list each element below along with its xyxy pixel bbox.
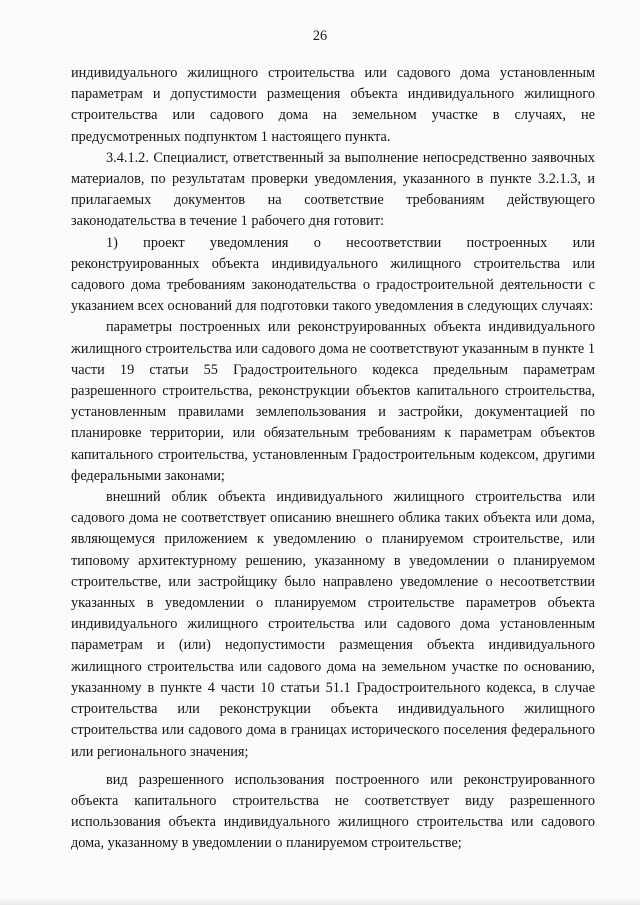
scan-bottom-edge <box>0 899 640 905</box>
document-body <box>71 63 595 855</box>
page-number: 26 <box>312 28 328 44</box>
paragraph-usage-case: вид разрешенного использования построенного или реконструированного объекта капитального строительства не соответствует виду разрешенного использования объекта индивидуального жилищного строительства или садового дома, указанному в уведомлении о планируемом строительстве; <box>71 771 595 852</box>
paragraph-clause-3-4-1-2: 3.4.1.2. Специалист, ответственный за выполнение непосредственно заявочных материалов, по результатам проверки уведомления, указанного в пункте 3.2.1.3, и прилагаемых документов на соответствие требованиям действующего законодательства в течение 1 рабочего дня готовит: <box>71 149 595 230</box>
paragraph-item-1: 1) проект уведомления о несоответствии построенных или реконструированных объекта индивидуального жилищного строительства или садового дома требованиям законодательства о градостроительной деятельности с указанием всех оснований для подготовки такого уведомления в следующих случаях: <box>71 234 595 315</box>
paragraph-continuation: индивидуального жилищного строительства или садового дома установленным параметрам и допустимости размещения объекта индивидуального жилищного строительства или садового дома на земельном участке в случаях, не предусмотренных подпунктом 1 настоящего пункта. <box>71 65 595 145</box>
paragraph-appearance-case: внешний облик объекта индивидуального жилищного строительства или садового дома не соответствует описанию внешнего облика таких объекта или дома, являющемуся приложением к уведомлению о планируемом строительстве, или типовому архитектурному решению, указанному в уведомлении о планируемом строительстве, или застройщику было направлено уведомление о несоответствии указанных в уведомлении о планируемом строительстве параметров объекта индивидуального жилищного строительства или садового дома установленным параметрам и (или) недопустимости размещения объекта индивидуального жилищного строительства или садового дома на земельном участке по основанию, указанному в пункте 4 части 10 статьи 51.1 Градостроительного кодекса, в случае строительства или реконструкции объекта индивидуального жилищного строительства или садового дома в границах исторического поселения федерального или регионального значения; <box>71 489 595 760</box>
paragraph-parameters-case: параметры построенных или реконструированных объекта индивидуального жилищного строительства или садового дома не соответствуют указанным в пункте 1 части 19 статьи 55 Градостроительного кодекса предельным параметрам разрешенного строительства, реконструкции объектов капитального строительства, установленным правилами землепользования и застройки, документацией по планировке территории, или обязательным требованиям к параметрам объектов капитального строительства, установленным Градостроительным кодексом, другими федеральными законами; <box>71 319 595 484</box>
